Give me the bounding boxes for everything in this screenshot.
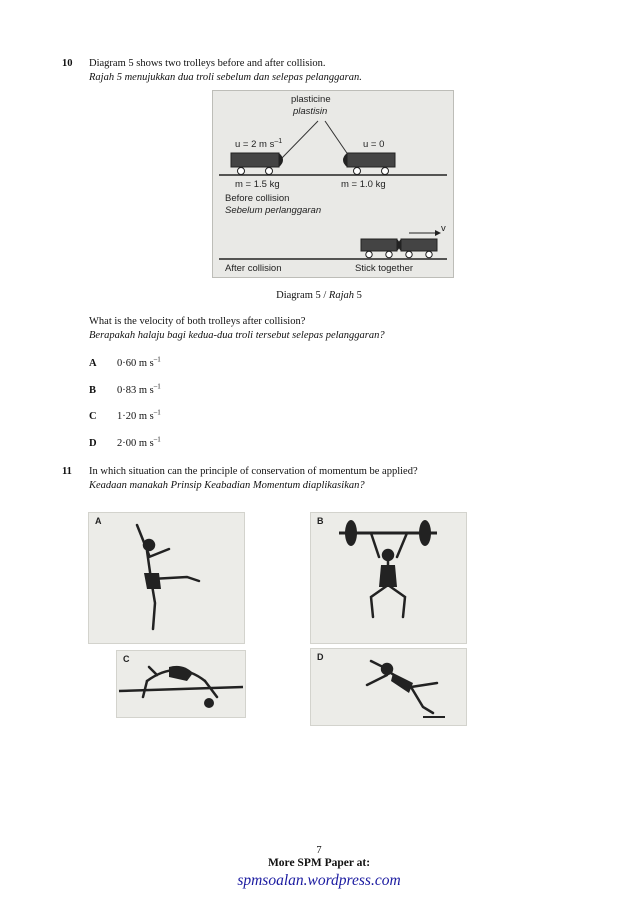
question-10-prompt: What is the velocity of both trolleys after collision?	[89, 316, 306, 327]
option-a-image[interactable]: A	[88, 512, 245, 644]
question-10-text: Diagram 5 shows two trolleys before and after collision.	[89, 58, 326, 69]
question-11-text: In which situation can the principle of conservation of momentum be applied?	[89, 466, 418, 477]
label-mass-right: m = 1.0 kg	[341, 179, 386, 190]
label-plastisin: plastisin	[293, 106, 328, 117]
option-a-value[interactable]: 0·60 m $s^{-1}$	[117, 355, 161, 369]
label-mass-left: m = 1.5 kg	[235, 179, 280, 190]
option-b-value[interactable]: 0·83 m $s^{-1}$	[117, 382, 161, 396]
question-11-text-malay: Keadaan manakah Prinsip Keabadian Momentum diaplikasikan?	[89, 480, 365, 491]
option-a-letter: A	[89, 358, 97, 369]
label-stick-together: Stick together	[355, 263, 414, 274]
option-d-image[interactable]: D	[310, 648, 467, 726]
high-jumper-icon	[117, 651, 245, 717]
trolley-left-before	[231, 153, 283, 175]
option-b-letter: B	[89, 385, 97, 396]
label-plasticine: plasticine	[291, 94, 331, 105]
label-velocity-after: v	[441, 223, 446, 234]
label-before-collision: Before collision	[225, 193, 290, 204]
footer-site-link[interactable]: spmsoalan.wordpress.com	[237, 872, 401, 889]
option-c-value[interactable]: 1·20 m $s^{-1}$	[117, 408, 161, 422]
option-d-letter: D	[89, 438, 97, 449]
option-c-image[interactable]: C	[116, 650, 246, 718]
trolley-right-before	[343, 153, 395, 175]
trolley-collision-diagram	[212, 90, 454, 278]
label-after-collision: After collision	[225, 263, 282, 274]
option-d-value[interactable]: 2·00 m $s^{-1}$	[117, 435, 161, 449]
label-initial-velocity-left: u = 2 m $s^{-1}$	[235, 137, 283, 150]
label-initial-velocity-right: u = 0	[363, 139, 385, 150]
diagram-caption: Diagram 5 / Rajah 5	[276, 290, 362, 301]
label-before-collision-malay: Sebelum perlanggaran	[225, 205, 322, 216]
question-10-text-malay: Rajah 5 menujukkan dua troli sebelum dan selepas pelanggaran.	[89, 72, 362, 83]
ballet-dancer-icon	[89, 513, 244, 643]
page-number: 7	[316, 845, 322, 856]
weightlifter-icon	[311, 513, 466, 643]
footer-more-papers: More SPM Paper at:	[267, 857, 371, 869]
question-10-number: 10	[62, 58, 73, 69]
question-11-number: 11	[62, 466, 72, 477]
option-c-letter: C	[89, 411, 97, 422]
trolleys-after-collision	[361, 239, 437, 258]
sprinter-start-icon	[311, 649, 466, 725]
option-b-image[interactable]: B	[310, 512, 467, 644]
question-10-prompt-malay: Berapakah halaju bagi kedua-dua troli tersebut selepas pelanggaran?	[89, 330, 385, 341]
